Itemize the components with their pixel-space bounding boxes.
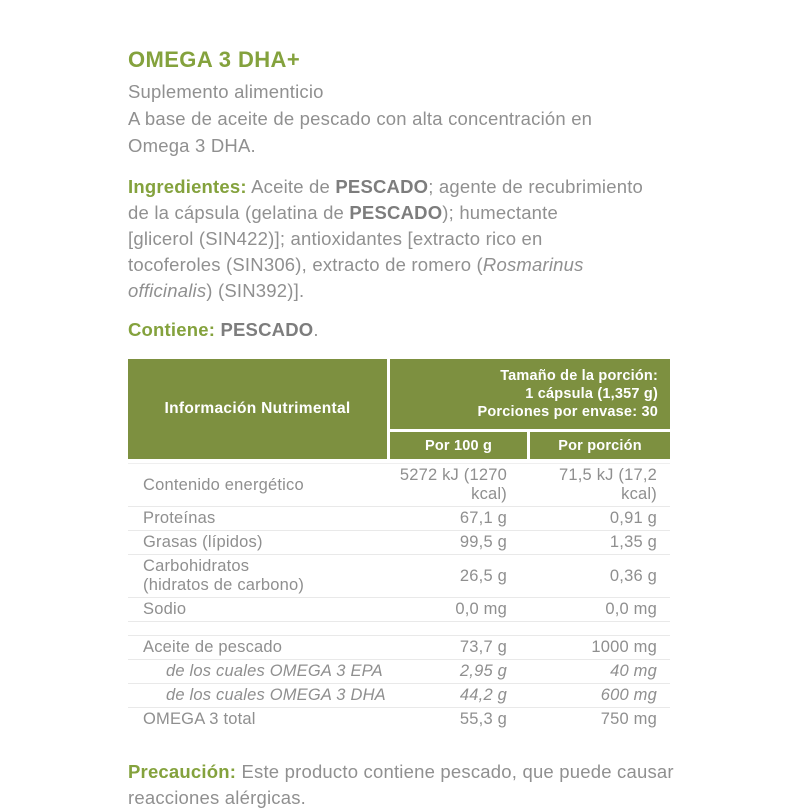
table-row-protein (128, 507, 670, 531)
ingredients-text: [glicerol (SIN422)]; antioxidantes [extracto rico en (128, 228, 543, 249)
table-section-spacer (128, 622, 670, 636)
nutrition-table (128, 359, 670, 731)
ingredients-text: Aceite de (246, 176, 336, 197)
ingredients-text: de la cápsula (gelatina de (128, 202, 350, 223)
species-name: Rosmarinus (482, 254, 584, 275)
nutrient-name-line2: (hidratos de carbono) (143, 576, 305, 594)
per-100g-value: 99,5 g (459, 533, 507, 551)
ingredients-line5 (128, 278, 676, 304)
table-row-omega3-epa (128, 660, 670, 684)
table-row-fish-oil (128, 636, 670, 660)
per-portion-value: 750 mg (600, 710, 657, 728)
serving-header (390, 359, 670, 459)
per-portion-value: 71,5 kJ (17,2 kcal) (559, 466, 657, 503)
ingredients-line2 (128, 200, 676, 226)
allergen-emphasis: PESCADO (220, 319, 314, 340)
column-header-per-100g: Por 100 g (390, 432, 527, 459)
serving-size-value: 1 cápsula (1,357 g) (525, 386, 658, 402)
precaution-label: Precaución: (128, 761, 237, 782)
column-header-per-portion: Por porción (530, 432, 670, 459)
table-row-fat (128, 531, 670, 555)
serving-info (390, 359, 670, 429)
per-100g-value: 55,3 g (459, 710, 507, 728)
product-subtitle: Suplemento alimenticio (128, 81, 324, 102)
nutrient-name: de los cuales OMEGA 3 EPA (166, 662, 383, 680)
allergen-emphasis: PESCADO (349, 202, 443, 223)
nutrient-name: OMEGA 3 total (143, 710, 256, 728)
per-portion-value: 40 mg (610, 662, 657, 680)
nutrient-name: Proteínas (143, 509, 216, 527)
product-description-line2: Omega 3 DHA. (128, 135, 256, 156)
ingredients-text: ) (SIN392)]. (206, 280, 305, 301)
serving-size-label: Tamaño de la porción: (500, 368, 658, 384)
contains-statement (128, 317, 676, 343)
per-100g-value: 44,2 g (459, 686, 507, 704)
per-portion-value: 0,91 g (609, 509, 657, 527)
contains-text: . (313, 319, 319, 340)
per-100g-value: 0,0 mg (455, 600, 507, 618)
ingredients-line1 (128, 174, 676, 200)
per-100g-value: 73,7 g (459, 638, 507, 656)
nutrient-name (128, 557, 387, 595)
precaution-line2 (128, 785, 676, 811)
per-100g-value: 67,1 g (459, 509, 507, 527)
per-portion-value: 600 mg (600, 686, 657, 704)
nutrient-name: de los cuales OMEGA 3 DHA (166, 686, 386, 704)
nutrition-table-header (128, 359, 670, 459)
precaution-line1 (128, 759, 676, 785)
column-headers (390, 432, 670, 459)
nutrient-name: Sodio (143, 600, 187, 618)
ingredients-line3 (128, 226, 676, 252)
per-100g-value: 26,5 g (459, 566, 507, 585)
nutrient-name: Contenido energético (143, 475, 304, 494)
precaution-statement (128, 759, 676, 811)
ingredients-label: Ingredientes: (128, 176, 247, 197)
nutrition-table-body (128, 463, 670, 731)
product-description-line1: A base de aceite de pescado con alta concentración en (128, 108, 593, 129)
precaution-text: reacciones alérgicas. (128, 787, 306, 808)
table-row-sodium (128, 598, 670, 622)
table-row-energy (128, 464, 670, 507)
table-row-omega3-dha (128, 684, 670, 708)
ingredients-line4 (128, 252, 676, 278)
ingredients-text: ; agente de recubrimiento (428, 176, 644, 197)
per-100g-value: 2,95 g (459, 662, 507, 680)
per-portion-value: 1,35 g (609, 533, 657, 551)
per-portion-value: 0,0 mg (605, 600, 657, 618)
nutrition-table-title: Información Nutrimental (128, 359, 387, 459)
nutrient-name-line1: Carbohidratos (143, 557, 250, 575)
ingredients-text: tocoferoles (SIN306), extracto de romero ( (128, 254, 483, 275)
allergen-emphasis: PESCADO (335, 176, 429, 197)
product-title: OMEGA 3 DHA+ (128, 47, 301, 72)
ingredients-text: ); humectante (442, 202, 558, 223)
nutrient-name: Grasas (lípidos) (143, 533, 263, 551)
species-name: officinalis (128, 280, 207, 301)
table-row-carbohydrates (128, 555, 670, 598)
per-portion-value: 0,36 g (609, 566, 657, 585)
ingredients-paragraph (128, 174, 676, 304)
contains-label: Contiene: (128, 319, 216, 340)
nutrient-name: Aceite de pescado (143, 638, 283, 656)
precaution-text: Este producto contiene pescado, que puede causar (236, 761, 674, 782)
per-100g-value: 5272 kJ (1270 kcal) (399, 466, 507, 503)
servings-per-container: Porciones por envase: 30 (477, 404, 658, 420)
per-portion-value: 1000 mg (591, 638, 657, 656)
table-row-omega3-total (128, 708, 670, 731)
